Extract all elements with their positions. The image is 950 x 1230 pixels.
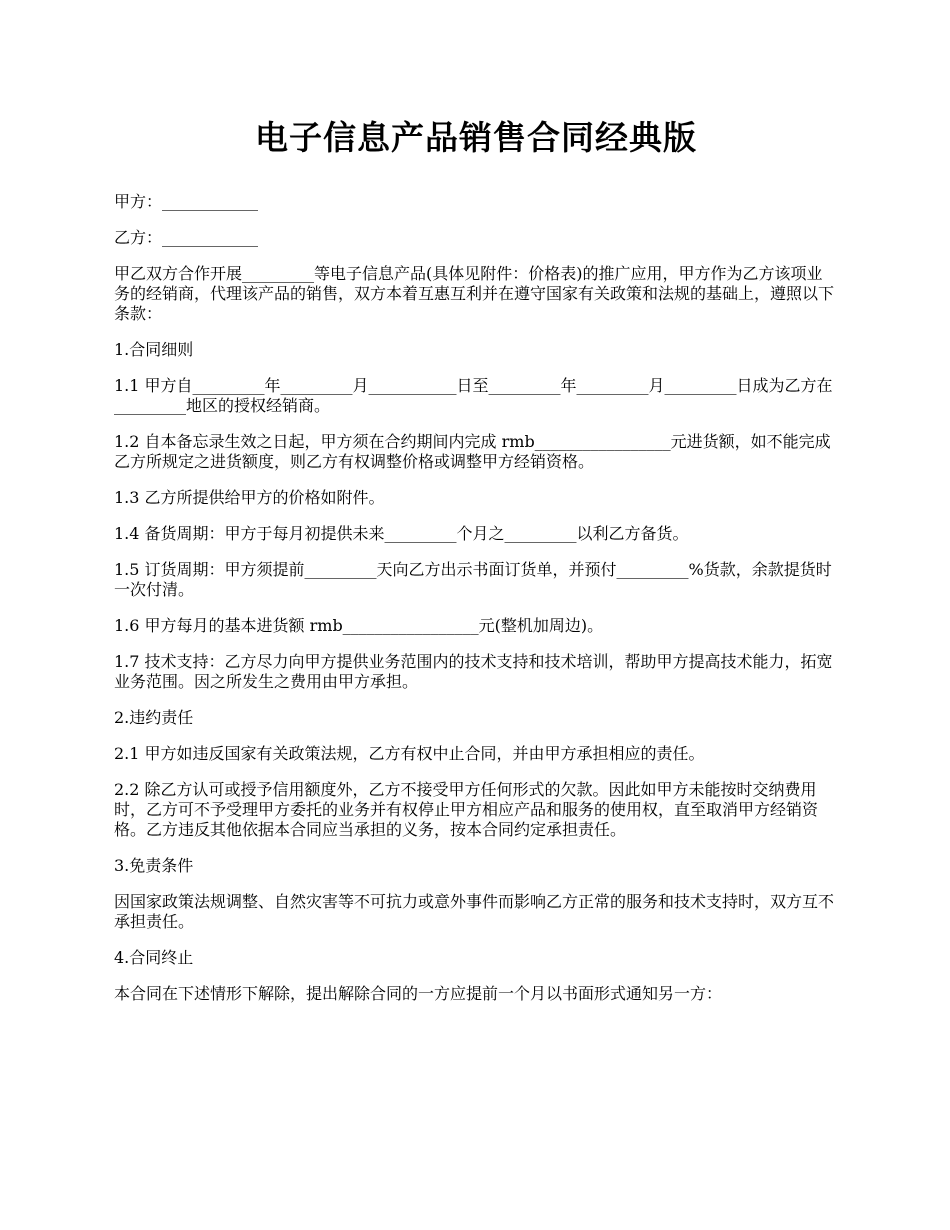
section-heading: 2.违约责任 [114, 708, 194, 727]
intro-paragraph: 甲乙双方合作开展_________等电子信息产品(具体见附件：价格表)的推广应用，甲方作为乙方该项业务的经销商，代理该产品的销售，双方本着互惠互利并在遵守国家有关政策和法规的基础上，遵照以下条款： [114, 264, 835, 323]
section-heading: 1.合同细则 [114, 340, 194, 359]
document-title: 电子信息产品销售合同经典版 [255, 118, 697, 157]
clause-paragraph: 1.6 甲方每月的基本进货额 rmb_________________元(整机加周边)。 [114, 616, 604, 635]
section-heading: 3.免责条件 [114, 856, 194, 875]
clause-paragraph: 1.5 订货周期：甲方须提前_________天向乙方出示书面订货单，并预付_________%货款，余款提货时一次付清。 [114, 560, 832, 599]
clause-paragraph: 本合同在下述情形下解除，提出解除合同的一方应提前一个月以书面形式通知另一方： [114, 984, 723, 1003]
clause-paragraph: 因国家政策法规调整、自然灾害等不可抗力或意外事件而影响乙方正常的服务和技术支持时，双方互不承担责任。 [114, 892, 835, 931]
clause-paragraph: 2.1 甲方如违反国家有关政策法规，乙方有权中止合同，并由甲方承担相应的责任。 [114, 744, 705, 763]
party-b-line: 乙方：____________ [114, 228, 259, 247]
section-heading: 4.合同终止 [114, 948, 194, 967]
party-a-line: 甲方：____________ [114, 192, 259, 211]
clause-paragraph: 1.3 乙方所提供给甲方的价格如附件。 [114, 488, 385, 507]
clause-paragraph: 1.2 自本备忘录生效之日起，甲方须在合约期间内完成 rmb_________________元进货额，如不能完成乙方所规定之进货额度，则乙方有权调整价格或调整甲方经销资格。 [114, 432, 831, 471]
clause-paragraph: 1.7 技术支持：乙方尽力向甲方提供业务范围内的技术支持和技术培训，帮助甲方提高技术能力，拓宽业务范围。因之所发生之费用由甲方承担。 [114, 652, 833, 691]
clause-paragraph: 1.1 甲方自_________年_________月___________日至_________年_________月_________日成为乙方在_________地区的授权经销商。 [114, 376, 833, 415]
clause-paragraph: 2.2 除乙方认可或授予信用额度外，乙方不接受甲方任何形式的欠款。因此如甲方未能按时交纳费用时，乙方可不予受理甲方委托的业务并有权停止甲方相应产品和服务的使用权，直至取消甲方经销资格。乙方违反其他依据本合同应当承担的义务，按本合同约定承担责任。 [114, 780, 819, 839]
clause-paragraph: 1.4 备货周期：甲方于每月初提供未来_________个月之_________以利乙方备货。 [114, 524, 689, 543]
